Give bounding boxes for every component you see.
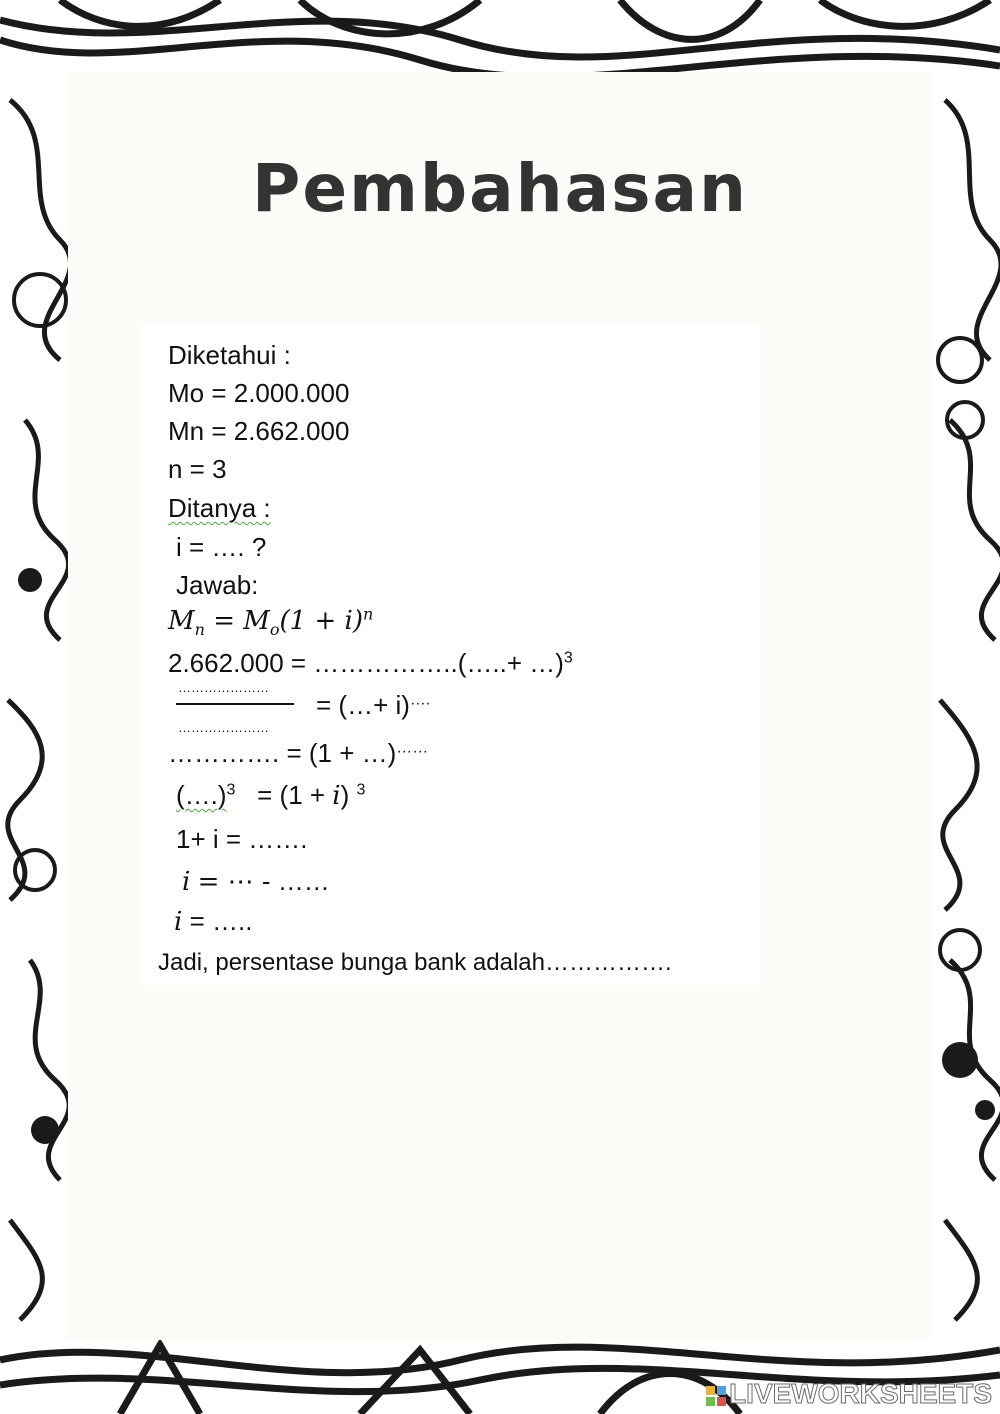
- step-4: (….)$^3$ = (1 + i) $^3$: [176, 780, 366, 811]
- step-2: [316, 690, 430, 720]
- step-1: [168, 648, 573, 678]
- page-title: Pembahasan: [251, 150, 749, 227]
- formula-rhs-sub: o: [269, 620, 280, 640]
- given-mo: Mo = 2.000.000: [168, 378, 350, 408]
- given-n: n = 3: [168, 454, 227, 484]
- step-2-exp: ….: [409, 691, 431, 709]
- fraction-denominator: …………………: [178, 720, 269, 735]
- step-2-text: = (…+ i): [316, 690, 410, 720]
- step-6-tail: - ……: [261, 866, 330, 896]
- given-mn: Mn = 2.662.000: [168, 416, 350, 446]
- watermark: [705, 1378, 992, 1410]
- asked-heading: Ditanya :: [168, 493, 271, 523]
- formula-eq: =: [204, 606, 244, 636]
- asked-i: i = …. ?: [176, 532, 267, 562]
- step-1-left: 2.662.000 = ……………..(: [168, 648, 467, 678]
- step-4-exp: 3: [226, 781, 236, 799]
- step-1-mid: …..+ …): [466, 648, 564, 678]
- answer-heading: Jawab:: [176, 570, 259, 600]
- fraction-numerator: …………………: [178, 680, 269, 695]
- step-1-exp: 3: [563, 649, 573, 667]
- formula-lhs-sub: n: [194, 620, 205, 640]
- conclusion: Jadi, persentase bunga bank adalah…………….: [158, 949, 672, 976]
- formula-lhs: M: [168, 606, 195, 636]
- given-heading: Diketahui :: [168, 340, 291, 370]
- step-6: i = ⋯ - ……: [182, 866, 330, 897]
- step-7-text: = …..: [189, 906, 253, 936]
- watermark-text: LIVEWORKSHEETS: [729, 1378, 992, 1409]
- step-4-rhs: = (1 +: [257, 780, 333, 810]
- compound-interest-formula: [168, 604, 374, 640]
- step-7: i = …..: [174, 906, 253, 937]
- liveworksheets-logo-icon: [705, 1385, 727, 1407]
- step-3-text: …………. = (1 + …): [168, 738, 397, 768]
- step-3-exp: ……: [396, 739, 429, 757]
- formula-exp: n: [363, 604, 374, 624]
- formula-rhs: M: [243, 606, 270, 636]
- formula-paren: (1 + i): [279, 606, 363, 636]
- step-3: [168, 738, 428, 768]
- step-4-rhs-exp: 3: [356, 781, 366, 799]
- step-4-base: (….): [176, 780, 227, 810]
- step-5: 1+ i = …….: [176, 824, 308, 854]
- fraction-bar: [176, 703, 294, 705]
